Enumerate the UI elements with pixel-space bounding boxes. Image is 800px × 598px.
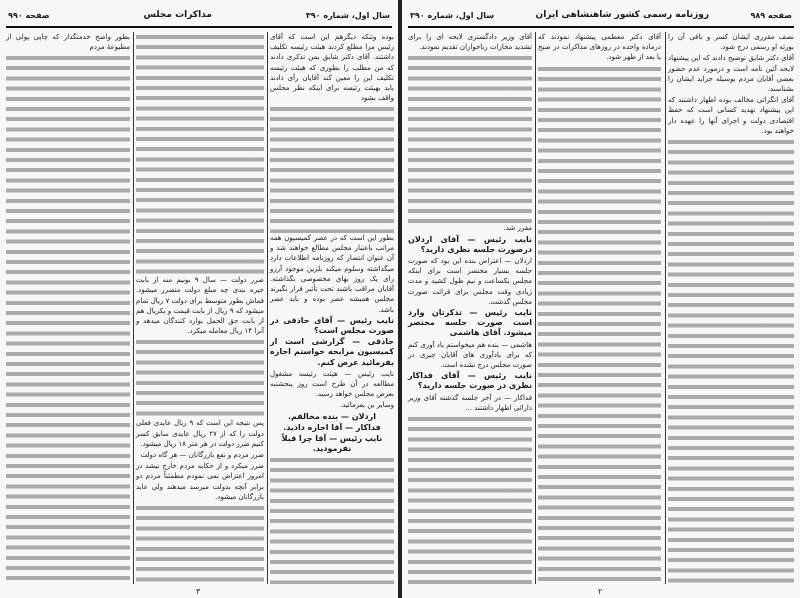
paragraph: آقای انگراتی مخالف بوده اظهار داشتند که این پیشنهاد تهدید کسانی است که حفظ اقتصادی دولت و اجرای آنها را عهده دار خواهند بود. xyxy=(668,96,794,135)
header-rule xyxy=(408,26,794,28)
speaker-heading: نایب رئیس — آقا چرا قبلاً نفرمودید. xyxy=(281,433,383,454)
column-left xyxy=(408,32,532,584)
speaker-heading: اردلان — بنده مخالفم. xyxy=(287,411,376,421)
left-newspaper-page xyxy=(0,0,398,598)
column-left xyxy=(6,32,130,584)
section-title: روزنامه رسمی کشور شاهنشاهی ایران xyxy=(535,10,710,20)
text-lines xyxy=(538,64,661,584)
paragraph: آقای دکتر شایق توضیح دادند که این پیشنهاد لایحه آئین نامه است و درمورد عدم حضور بعضی آقایان مردم بوسیله جراید ایشان را بشناسند. xyxy=(668,54,794,94)
paragraph: وسایر بن بفرمائید. xyxy=(339,401,394,410)
paragraph: آقای وزیر دادگستری لایحه ای را برای تشدید مجازات رباخواران تقدیم نمودند. xyxy=(408,33,532,52)
page-label: صفحه ۹۹۰ xyxy=(8,10,50,20)
speaker-heading: حاذقی — گزارشی است از کمیسیون مرابحه خواستم اجازه بفرمائید عرض کنم. xyxy=(270,337,394,367)
column-divider xyxy=(535,32,536,584)
section-title: مذاکرات مجلس xyxy=(143,10,212,20)
paragraph: آقای دکتر معظمی پیشنهاد نمودند که درماده واحده در روزهای مذاکرات در صبح یا بعد از ظهر شود. xyxy=(538,33,661,62)
paragraph: پس نتیجه این است که ۹ ریال عایدی فعلی دولت را که از ۲۷ ریال عایدی سابق کسر کنیم ضرر دولت در هر متر ۱۸ ریال میشود. xyxy=(136,419,264,448)
header-rule xyxy=(6,26,392,28)
paragraph: ضرر دولت — سال ۹ بونیم منه از بابت جیره بندی چه مبلغ دولت متضرر میشود. قماش بطور متوسط برای دولت ۷ ریال تمام میشود که ۹ ریال از بابت قیمت و یکریال هم از بابت حق الحمل بوارد کنندگان میدهد و آنرا ۱۴ ریال معامله میکرد. xyxy=(136,276,265,336)
column-right xyxy=(270,32,394,584)
text-lines xyxy=(270,455,394,584)
paragraph: بطور واضح خدمتگذار که چاپی پولی از مطبوعهٔ مردم xyxy=(6,33,130,52)
text-lines xyxy=(6,53,130,584)
text-lines xyxy=(408,414,532,584)
paragraph: نصف مقرری ایشان کسر و باقی آن را بورثه او رسمی درج شود. xyxy=(668,33,794,52)
text-lines xyxy=(270,104,394,233)
text-lines xyxy=(408,53,532,223)
column-middle xyxy=(538,32,661,584)
speaker-heading: فداکار — آقا اجازه دادید. xyxy=(283,422,381,432)
text-lines xyxy=(136,337,264,418)
text-lines xyxy=(136,32,264,275)
page-number: ۲ xyxy=(598,587,603,596)
page-label: صفحه ۹۸۹ xyxy=(750,10,792,20)
page-header xyxy=(8,6,390,24)
column-middle xyxy=(136,32,264,584)
speaker-heading: نایب رئیس — آقای اردلان درصورت جلسه نظری دارید؟ xyxy=(408,234,532,254)
issue-number: سال اول، شماره ۳۹۰ xyxy=(410,10,495,20)
column-divider xyxy=(267,32,268,584)
text-lines xyxy=(668,137,794,584)
paragraph: بوده وتنکه دیگرهم این است که آقای رئیس مرا مطلع کردند هیئت رئیسه تکلیف داشتند. آقای دکتر شایق بمن تذکری دادند که من مطلب را بطوری که هیئت رئیسه تکلیف این را معین کند آقایان رأی دادند باید بهیئت رئیسه برای اینکه نظر مجلس واقف بشود xyxy=(270,33,394,103)
speaker-heading: نایب رئیس — تذکرتان وارد است صورت جلسه مختصر میشود. آقای هاشمی xyxy=(408,308,532,338)
page-number: ۳ xyxy=(196,587,201,596)
right-newspaper-page xyxy=(402,0,800,598)
paragraph: ضرر میکرد و از حکایه مردم خارج نیشد در امروز اعتراض نمی نمودم مطمئناً مردم دو برابر آنچه بدولت میرسد میدهند ولی عاید بازرگانان میشود. xyxy=(136,462,264,501)
issue-number: سال اول، شماره ۳۹۰ xyxy=(305,10,390,20)
paragraph: فداکار — در آخر جلسه گذشته آقای وزیر دارائی اظهار داشتند ... xyxy=(408,393,532,412)
paragraph: اردلان — اعتراض بنده این بود که صورت جلسه بسیار مختصر است برای اینکه مجلس یکساعت و نیم طول کشید و مدت زیادی وقت مجلس برای قرائت صورت مجلس گذشت. xyxy=(408,256,532,306)
column-divider xyxy=(665,32,666,584)
column-divider xyxy=(133,32,134,584)
text-lines xyxy=(136,503,264,584)
paragraph: ضرر مردم و نفع بازرگانان — هر گاه دولت xyxy=(140,450,264,459)
speaker-heading: نایب رئیس — آقای فداکار نظری در صورت جلسه دارید؟ xyxy=(408,371,532,391)
column-right xyxy=(668,32,794,584)
paragraph: مقرر شد. xyxy=(503,224,532,233)
speaker-heading: نایب رئیس — آقای حاذقی در صورت مجلس است؟ xyxy=(270,315,394,335)
paragraph: بطور این است که در عصر کمیسیون همه مراتب باعتبار مجلس مطالع خواهند شد و آن عنوان انتصار که روزنامه اطلاعات دارد میگذاشته وسلوم میکند بلزین موجود آرزو رای یک روز بهای مخصوصی نگذاشته. آقایان مراقب باشند تحت تأثیر قرار نگیرند مجلس همیشه عصر بوده و باید عصر باشد. xyxy=(270,234,394,314)
paragraph: نایب رئیس — هیئت رئیسه مشغول مطالعه در آن طرح است روز پنجشنبه بعرض مجلس خواهد رسید. xyxy=(270,369,394,399)
paragraph: هاشمی — بنده هم میخواستم یاد آوری کنم که برای یادآوری های آقایان چیزی در صورت مجلس درج نشده است. xyxy=(408,340,532,370)
page-header xyxy=(410,6,792,24)
